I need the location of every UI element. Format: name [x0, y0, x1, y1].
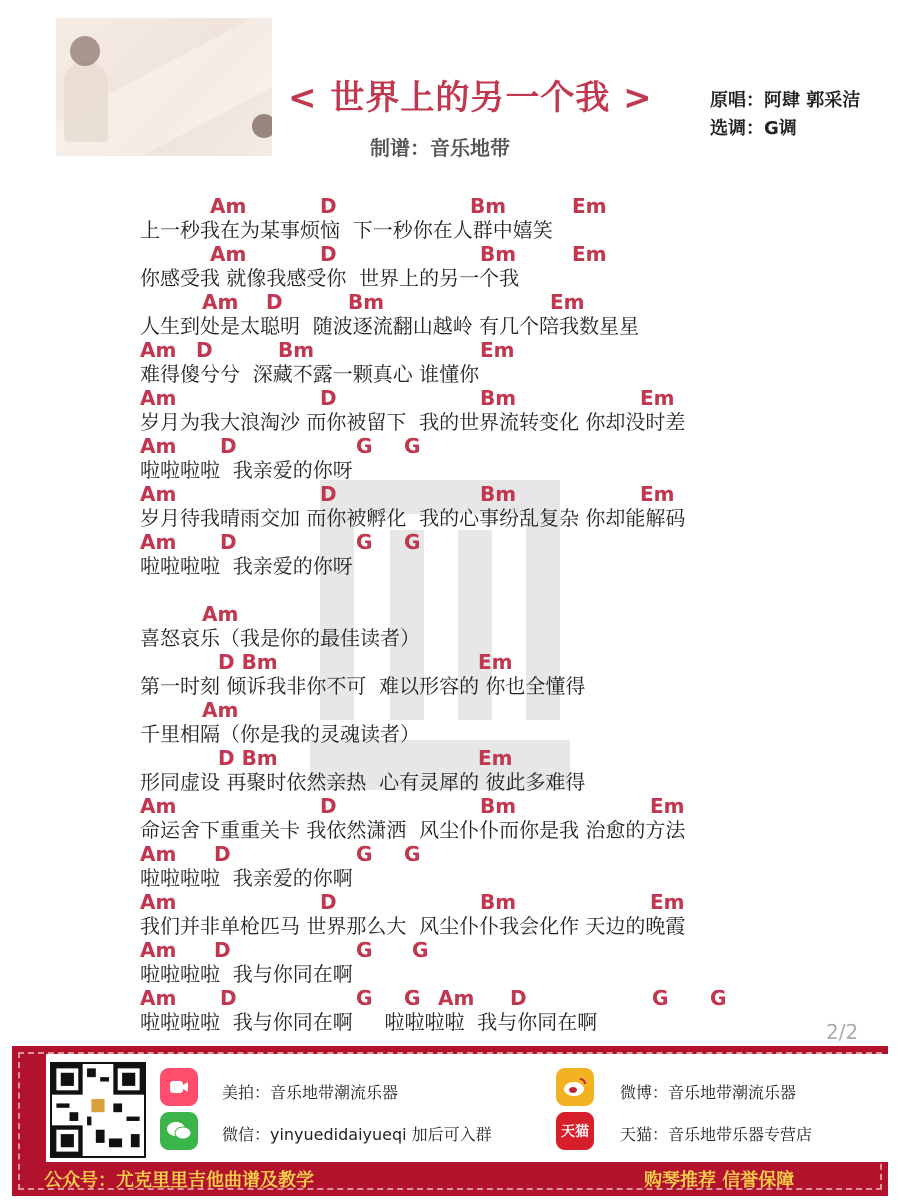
chord-label: Bm: [480, 482, 517, 506]
qr-pattern: [52, 1064, 144, 1156]
chord-label: D: [220, 986, 237, 1010]
chord-label: G: [404, 842, 421, 866]
wechat-label: 微信：yinyuedidaiyueqi 加后可入群: [222, 1125, 492, 1144]
chord-label: D: [214, 938, 231, 962]
chord-label: Am: [140, 794, 177, 818]
chord-label: G: [404, 530, 421, 554]
chord-label: Am: [140, 986, 177, 1010]
chord-label: G: [356, 986, 373, 1010]
lyric-line: 千里相隔（你是我的灵魂读者）: [140, 722, 420, 746]
chord-label: D: [196, 338, 213, 362]
slogan-text: 购琴推荐 信誉保障: [644, 1170, 795, 1191]
thumbnail-figure-head: [70, 36, 100, 66]
thumbnail-figure-body: [64, 62, 108, 142]
chord-label: Bm: [480, 794, 517, 818]
chord-label: Em: [478, 746, 513, 770]
chord-label: Em: [640, 386, 675, 410]
chord-label: Bm: [348, 290, 385, 314]
chord-label: D: [320, 890, 337, 914]
lyric-line: 啦啦啦啦 我亲爱的你啊: [140, 866, 353, 890]
tmall-icon: [556, 1112, 594, 1150]
chord-label: Am: [140, 938, 177, 962]
chord-label: D: [220, 530, 237, 554]
chord-label: Am: [140, 890, 177, 914]
lyric-line: 人生到处是太聪明 随波逐流翻山越岭 有几个陪我数星星: [140, 314, 640, 338]
chord-label: Em: [480, 338, 515, 362]
arranger-credit: 制谱：音乐地带: [370, 136, 510, 160]
chord-label: D: [214, 842, 231, 866]
chord-label: D: [320, 482, 337, 506]
chord-label: Am: [140, 434, 177, 458]
chord-label: D: [220, 434, 237, 458]
chord-label: D: [320, 794, 337, 818]
chord-label: G: [404, 434, 421, 458]
meipai-icon: [160, 1068, 198, 1106]
chord-label: G: [412, 938, 429, 962]
lyric-line: 啦啦啦啦 我与你同在啊: [140, 962, 353, 986]
chord-label: Am: [210, 242, 247, 266]
chord-label: Bm: [480, 890, 517, 914]
chord-label: D Bm: [218, 650, 278, 674]
chord-label: G: [404, 986, 421, 1010]
chat-bubbles-icon: [166, 1120, 192, 1142]
chord-label: Bm: [470, 194, 507, 218]
lyric-line: 难得傻兮兮 深藏不露一颗真心 谁懂你: [140, 362, 480, 386]
chord-label: Am: [202, 698, 239, 722]
chord-label: Bm: [480, 386, 517, 410]
weibo-eye-icon: [562, 1076, 588, 1098]
chord-label: Am: [140, 386, 177, 410]
chord-label: D: [266, 290, 283, 314]
lyric-line: 岁月待我晴雨交加 而你被孵化 我的心事纷乱复杂 你却能解码: [140, 506, 686, 530]
chord-label: Em: [640, 482, 675, 506]
weibo-label: 微博：音乐地带潮流乐器: [620, 1083, 797, 1102]
chord-label: Am: [140, 338, 177, 362]
chord-label: Am: [140, 530, 177, 554]
chord-label: D Bm: [218, 746, 278, 770]
chord-label: Am: [140, 842, 177, 866]
chord-label: D: [320, 242, 337, 266]
lyric-line: 第一时刻 倾诉我非你不可 难以形容的 你也全懂得: [140, 674, 586, 698]
chord-label: G: [356, 842, 373, 866]
lyric-line: 上一秒我在为某事烦恼 下一秒你在人群中嬉笑: [140, 218, 553, 242]
chord-label: Bm: [278, 338, 315, 362]
selected-key: 选调：G调: [710, 118, 797, 139]
chord-label: Am: [202, 602, 239, 626]
lyric-line: 命运舍下重重关卡 我依然潇洒 风尘仆仆而你是我 治愈的方法: [140, 818, 686, 842]
wechat-icon: [160, 1112, 198, 1150]
public-account-text: 公众号：尤克里里吉他曲谱及教学: [44, 1170, 314, 1191]
chord-label: Em: [572, 194, 607, 218]
chord-label: Em: [650, 794, 685, 818]
lyric-line: 我们并非单枪匹马 世界那么大 风尘仆仆我会化作 天边的晚霞: [140, 914, 686, 938]
chord-label: Em: [478, 650, 513, 674]
chord-label: Em: [650, 890, 685, 914]
chord-label: Am: [210, 194, 247, 218]
lyric-line: 啦啦啦啦 我亲爱的你呀: [140, 458, 353, 482]
thumbnail-figure-head-2: [252, 114, 272, 138]
chord-label: G: [356, 434, 373, 458]
chord-label: G: [710, 986, 727, 1010]
chord-label: Em: [572, 242, 607, 266]
original-singer: 原唱：阿肆 郭采洁: [710, 90, 861, 111]
tmall-icon-text: 天猫: [561, 1124, 589, 1140]
chord-label: Em: [550, 290, 585, 314]
qr-code-icon: [50, 1062, 146, 1158]
chord-label: Bm: [480, 242, 517, 266]
meipai-label: 美拍：音乐地带潮流乐器: [222, 1083, 399, 1102]
chord-label: G: [356, 530, 373, 554]
chord-label: Am: [140, 482, 177, 506]
chord-label: G: [356, 938, 373, 962]
chord-label: D: [320, 386, 337, 410]
song-title: < 世界上的另一个我 >: [288, 78, 653, 118]
tmall-label: 天猫：音乐地带乐器专营店: [620, 1125, 813, 1144]
chord-label: D: [320, 194, 337, 218]
lyric-line: 喜怒哀乐（我是你的最佳读者）: [140, 626, 420, 650]
lyric-line: 你感受我 就像我感受你 世界上的另一个我: [140, 266, 520, 290]
lyric-line: 啦啦啦啦 我与你同在啊 啦啦啦啦 我与你同在啊: [140, 1010, 598, 1034]
page-indicator: 2/2: [826, 1020, 859, 1044]
chord-label: Am: [438, 986, 475, 1010]
weibo-icon: [556, 1068, 594, 1106]
cover-thumbnail: [56, 18, 272, 156]
chord-label: D: [510, 986, 527, 1010]
lyric-line: 啦啦啦啦 我亲爱的你呀: [140, 554, 353, 578]
chord-label: Am: [202, 290, 239, 314]
lyric-line: 形同虚设 再聚时依然亲热 心有灵犀的 彼此多难得: [140, 770, 586, 794]
chord-label: G: [652, 986, 669, 1010]
camera-glyph-icon: [168, 1076, 190, 1098]
lyric-line: 岁月为我大浪淘沙 而你被留下 我的世界流转变化 你却没时差: [140, 410, 686, 434]
